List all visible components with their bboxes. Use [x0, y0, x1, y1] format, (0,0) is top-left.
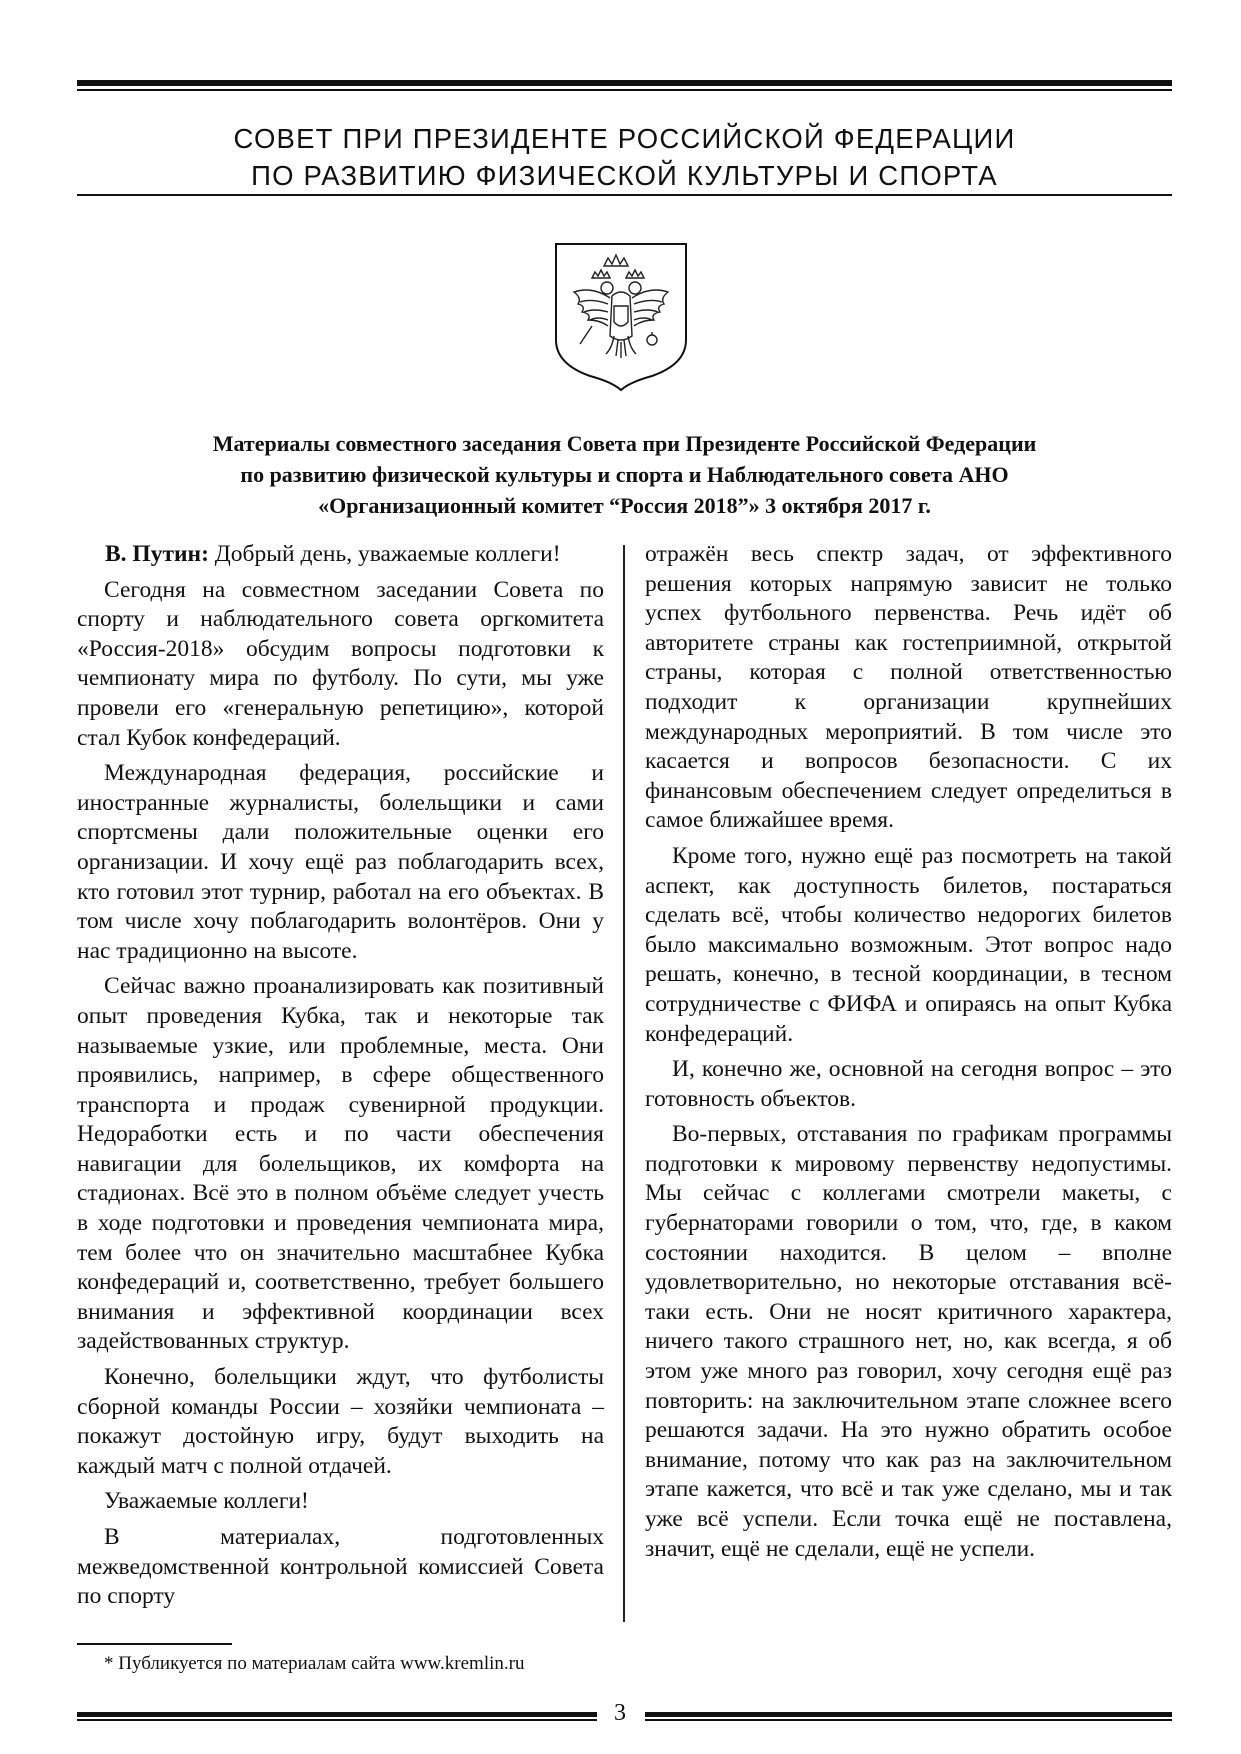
top-rule-thin: [77, 89, 1172, 91]
paragraph: Сегодня на совместном заседании Совета по спорту и наблюдательного совета оргкомитета «Россия-2018» обсудим вопросы подготовки к чемпионату мира по футболу. По сути, мы уже провели его «генеральную репетицию», которой стал Кубок конфедераций.: [77, 576, 604, 751]
greeting-text: Добрый день, уважаемые коллеги!: [208, 541, 561, 567]
footnote: * Публикуется по материалам сайта www.kremlin.ru: [104, 1653, 525, 1674]
paragraph: Уважаемые коллеги!: [104, 1488, 309, 1515]
paragraph: Сейчас важно проанализировать как позитивный опыт проведения Кубка, так и некоторые так называемые узкие, или проблемные, места. Они проявились, например, в сфере общественного транспорта и продаж сувенирной продукции. Недоработки есть и по части обеспечения навигации для болельщиков, их комфорта на стадионах. Всё это в полном объёме следует учесть в ходе подготовки и проведения чемпионата мира, тем более что он значительно масштабнее Кубка конфедераций и, соответственно, требует большего внимания и эффективной координации всех задействованных структур.: [77, 973, 604, 1355]
document-title: [77, 428, 1172, 521]
footer-rule-left: [77, 1712, 597, 1717]
council-header: [77, 120, 1172, 194]
footer-rule-right-thin: [645, 1719, 1172, 1721]
footer-rule-right: [645, 1712, 1172, 1717]
title-line-3: «Организационный комитет “Россия 2018”» 3 октября 2017 г.: [318, 493, 931, 518]
paragraph: И, конечно же, основной на сегодня вопрос – это готовность объектов.: [645, 1056, 1172, 1112]
paragraph: Во-первых, отставания по графикам программы подготовки к мировому первенству недопустимы. Мы сейчас с коллегами смотрели макеты, с губернаторами говорили о том, что, где, в каком состоянии находится. В целом – вполне удовлетворительно, но некоторые отставания всё-таки есть. Они не носят критичного характера, ничего такого страшного нет, но, как всегда, я об этом уже много раз говорил, хочу сегодня ещё раз повторить: на заключительном этапе сложнее всего решаются задачи. На это нужно обратить особое внимание, потому что как раз на заключительном этапе кажется, что всё и так уже сделано, мы и так уже всё успели. Если точка ещё не поставлена, значит, ещё не сделали, ещё не успели.: [645, 1121, 1172, 1562]
header-bottom-rule: [77, 194, 1172, 196]
column-divider: [623, 545, 625, 1622]
title-line-2: по развитию физической культуры и спорта и Наблюдательного совета АНО: [240, 462, 1009, 487]
left-column: [77, 540, 604, 1618]
paragraph: В материалах, подготовленных межведомственной контрольной комиссией Совета по спорту: [77, 1524, 604, 1610]
top-rule-thick: [77, 80, 1172, 86]
council-line-2: ПО РАЗВИТИЮ ФИЗИЧЕСКОЙ КУЛЬТУРЫ И СПОРТА: [251, 160, 998, 191]
footer-rule-left-thin: [77, 1719, 597, 1721]
footnote-rule: [77, 1643, 232, 1645]
right-column: [645, 540, 1172, 1570]
paragraph: Кроме того, нужно ещё раз посмотреть на такой аспект, как доступность билетов, постараться сделать всё, чтобы количество недорогих билетов было максимально возможным. Этот вопрос надо решать, конечно, в тесной координации, в тесном сотрудничестве с ФИФА и опираясь на опыт Кубка конфедераций.: [645, 842, 1172, 1047]
speaker-paragraph: [77, 540, 604, 570]
council-line-1: СОВЕТ ПРИ ПРЕЗИДЕНТЕ РОССИЙСКОЙ ФЕДЕРАЦИИ: [233, 123, 1016, 154]
paragraph: Конечно, болельщики ждут, что футболисты сборной команды России – хозяйки чемпионата – покажут достойную игру, будут выходить на каждый матч с полной отдачей.: [77, 1364, 604, 1479]
title-line-1: Материалы совместного заседания Совета при Президенте Российской Федерации: [212, 431, 1037, 456]
page-number: 3: [614, 1700, 626, 1726]
coat-of-arms-icon: [552, 240, 690, 392]
paragraph: Международная федерация, российские и иностранные журналисты, болельщики и сами спортсмены дали положительные оценки его организации. И хочу ещё раз поблагодарить всех, кто готовил этот турнир, работал на его объектах. В том числе хочу поблагодарить волонтёров. Они у нас традиционно на высоте.: [77, 760, 604, 964]
speaker-name: В. Путин:: [105, 541, 209, 567]
continued-paragraph: отражён весь спектр задач, от эффективного решения которых напрямую зависит не только успех футбольного первенства. Речь идёт об авторитете страны как гостеприимной, открытой страны, которая с полной ответственностью подходит к организации крупнейших международных мероприятий. В том числе это касается и вопросов безопасности. С их финансовым обеспечением следует определиться в самое ближайшее время.: [645, 541, 1172, 834]
